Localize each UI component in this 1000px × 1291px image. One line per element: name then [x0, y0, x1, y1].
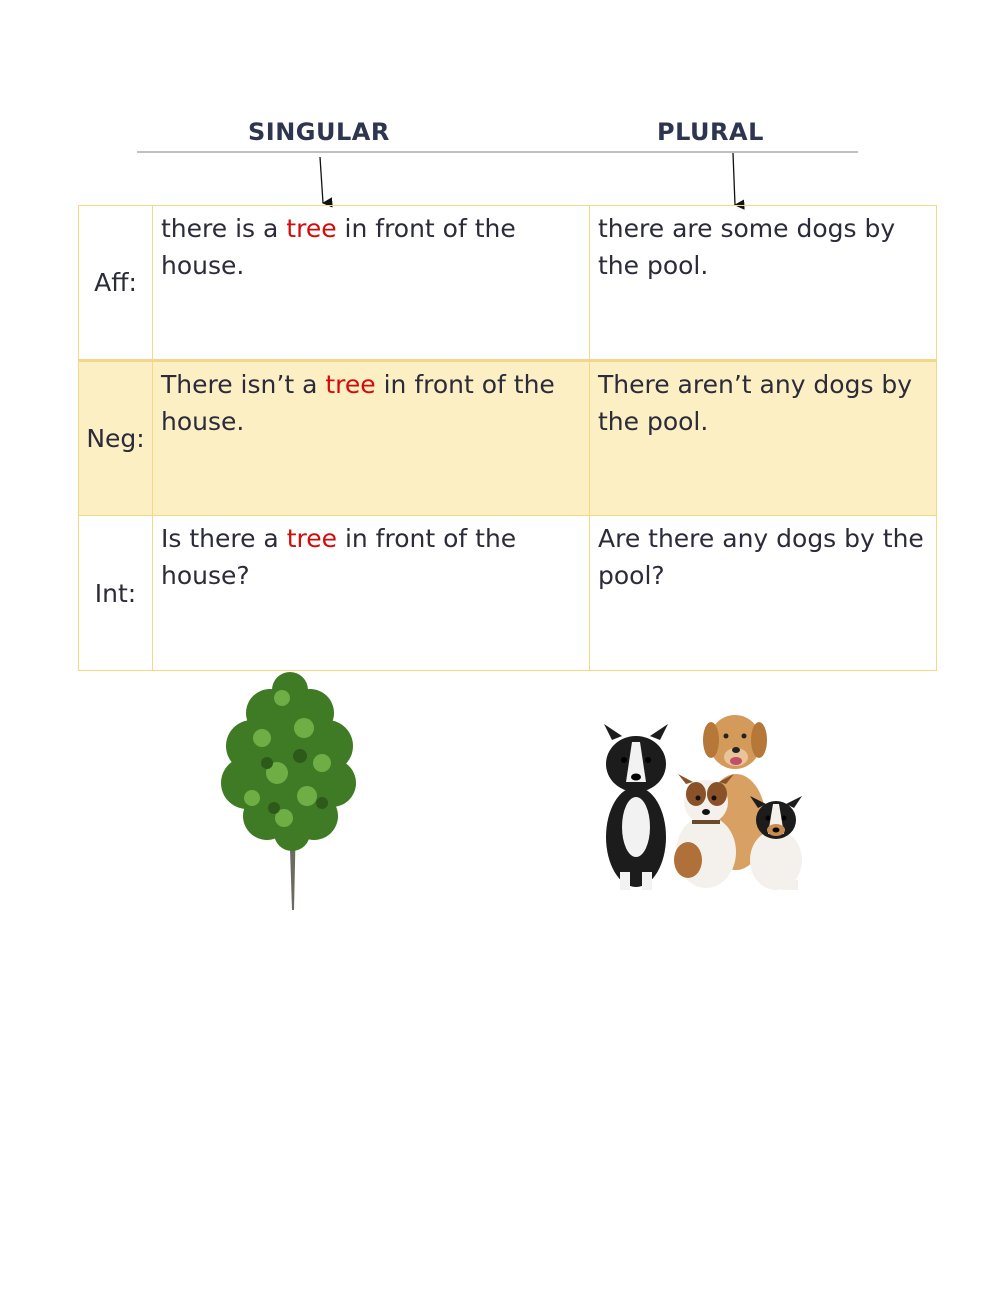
highlight-word: tree: [286, 214, 337, 243]
row-label: Int:: [79, 516, 153, 671]
singular-sentence: There isn’t a tree in front of the house.: [153, 361, 590, 516]
row-label: Neg:: [79, 361, 153, 516]
singular-arrow: [320, 157, 323, 203]
singular-sentence: Is there a tree in front of the house?: [153, 516, 590, 671]
grammar-table: [78, 205, 937, 671]
plural-sentence: Are there any dogs by the pool?: [590, 516, 937, 671]
tree-illustration: [212, 668, 362, 913]
dogs-illustration: [598, 712, 813, 897]
plural-arrow: [733, 153, 735, 205]
plural-sentence: There aren’t any dogs by the pool.: [590, 361, 937, 516]
plural-sentence: there are some dogs by the pool.: [590, 206, 937, 361]
highlight-word: tree: [286, 524, 337, 553]
row-label: Aff:: [79, 206, 153, 361]
plural-heading: PLURAL: [657, 118, 764, 146]
heading-connector: [0, 0, 1000, 215]
singular-sentence: there is a tree in front of the house.: [153, 206, 590, 361]
table-row-interrogative: [79, 516, 937, 671]
singular-heading: SINGULAR: [248, 118, 390, 146]
highlight-word: tree: [325, 370, 376, 399]
table-row-affirmative: [79, 206, 937, 361]
table-row-negative: [79, 361, 937, 516]
